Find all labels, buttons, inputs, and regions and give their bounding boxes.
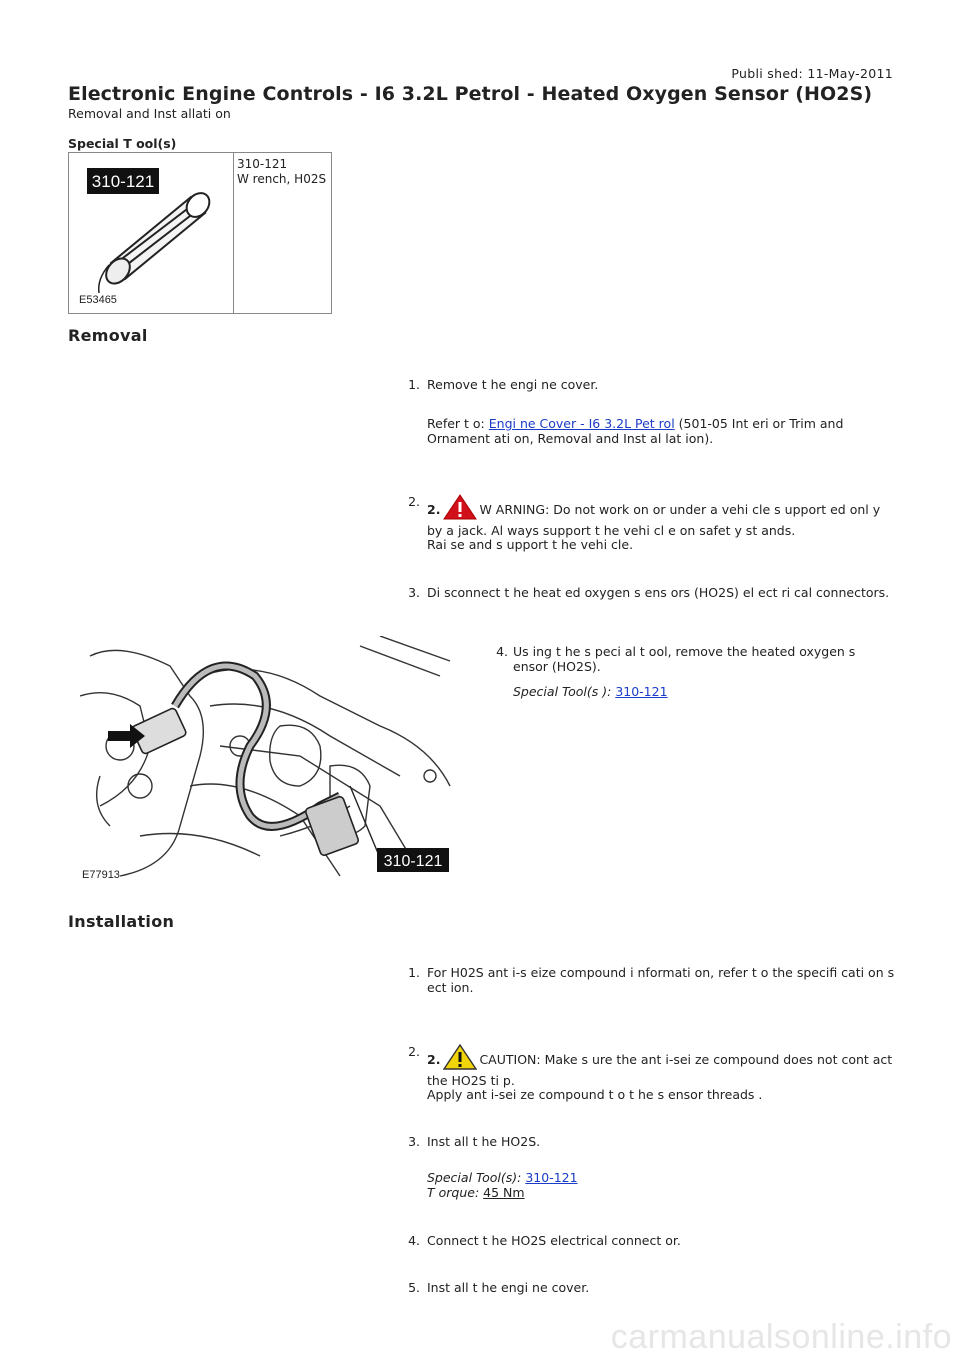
install-step-2-caution-text: CAUTION: Make s ure the ant i-sei ze compound does not cont act the HO2S ti p. <box>427 1052 893 1088</box>
illustration-image-code: E77913 <box>82 869 120 881</box>
illustration-tool-tag: 310-121 <box>383 853 443 870</box>
special-tools-label: Special T ool(s) <box>68 136 177 151</box>
install-step-3-tools <box>427 1170 897 1200</box>
install-step-2-number: 2. <box>408 1044 420 1059</box>
removal-step-3-number: 3. <box>408 585 420 600</box>
tool-description <box>237 157 326 187</box>
torque-value: 45 Nm <box>483 1185 525 1200</box>
torque-label: T orque: <box>427 1185 480 1200</box>
installation-heading: Installation <box>68 912 175 931</box>
removal-step-1-reference <box>427 416 897 446</box>
install-step-5-text: Inst all t he engi ne cover. <box>427 1280 590 1295</box>
tool-image <box>69 153 234 313</box>
removal-step-2-warning-text: W ARNING: Do not work on or under a vehi cle s upport ed onl y by a jack. Al ways support t he vehi cl e on safet y st ands. <box>427 502 881 538</box>
refer-suffix: (501-05 Int eri or Trim and Ornament ati on, Removal and Inst al lat ion). <box>427 416 844 446</box>
watermark: carmanualsonline.info <box>610 1318 952 1356</box>
install-step-3-number: 3. <box>408 1134 420 1149</box>
install-tool-310-121-link[interactable]: 310-121 <box>525 1170 578 1185</box>
tool-number: 310-121 <box>237 157 288 171</box>
tool-image-tag: 310-121 <box>91 172 155 191</box>
removal-step-2-text: Rai se and s upport t he vehi cle. <box>427 537 634 552</box>
refer-prefix: Refer t o: <box>427 416 485 431</box>
install-step-1-number: 1. <box>408 965 420 980</box>
removal-step-1-text: Remove t he engi ne cover. <box>427 377 599 392</box>
removal-step-2-label: 2. <box>427 502 441 517</box>
install-special-tools-label: Special Tool(s): <box>427 1170 522 1185</box>
removal-step-2-number: 2. <box>408 494 420 509</box>
removal-step-2-warning <box>427 494 897 538</box>
tool-name: W rench, H02S <box>237 172 327 186</box>
published-date: Publi shed: 11-May-2011 <box>731 66 893 81</box>
install-step-3-text: Inst all t he HO2S. <box>427 1134 541 1149</box>
warning-icon <box>443 494 477 523</box>
tool-310-121-link[interactable]: 310-121 <box>615 684 668 699</box>
engine-illustration <box>80 636 452 882</box>
install-step-2-caution <box>427 1044 897 1088</box>
install-step-2-label: 2. <box>427 1052 441 1067</box>
removal-heading: Removal <box>68 326 148 345</box>
removal-step-4-number: 4. <box>496 644 508 659</box>
removal-step-1-number: 1. <box>408 377 420 392</box>
tool-image-code: E53465 <box>79 294 117 306</box>
page-subtitle: Removal and Inst allati on <box>68 106 231 121</box>
engine-cover-link[interactable]: Engi ne Cover - I6 3.2L Pet rol <box>488 416 675 431</box>
special-tools-table <box>68 152 332 314</box>
install-step-2-text: Apply ant i-sei ze compound t o t he s ensor threads . <box>427 1087 763 1102</box>
caution-icon <box>443 1044 477 1073</box>
install-step-5-number: 5. <box>408 1280 420 1295</box>
special-tools-ref-label: Special Tool(s ): <box>513 684 612 699</box>
page-title: Electronic Engine Controls - I6 3.2L Petrol - Heated Oxygen Sensor (HO2S) <box>68 83 873 105</box>
install-step-4-text: Connect t he HO2S electrical connect or. <box>427 1233 681 1248</box>
install-step-4-number: 4. <box>408 1233 420 1248</box>
removal-step-4-tools <box>513 684 863 699</box>
removal-step-4-text: Us ing t he s peci al t ool, remove the heated oxygen s ensor (HO2S). <box>513 644 856 674</box>
removal-step-3-text: Di sconnect t he heat ed oxygen s ens ors (HO2S) el ect ri cal connectors. <box>427 585 890 600</box>
install-step-1-text: For H02S ant i-s eize compound i nformati on, refer t o the specifi cati on s ect ion. <box>427 965 895 995</box>
